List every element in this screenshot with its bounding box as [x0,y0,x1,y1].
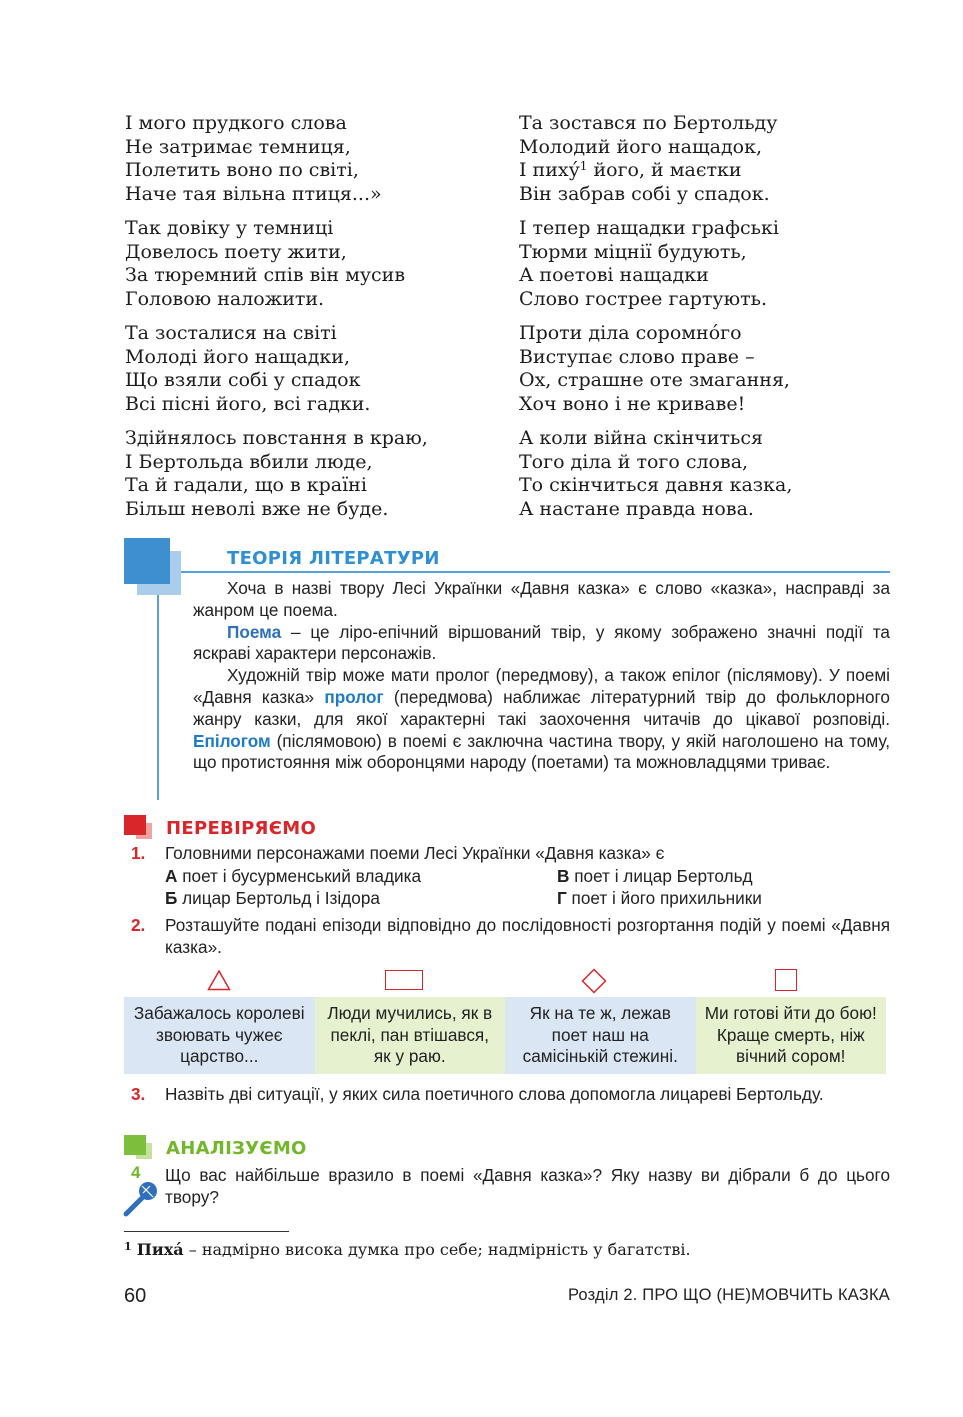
option-h[interactable] [557,888,762,910]
poem-line: Та й гадали, що в країні [125,474,367,496]
poem-line: Та зостався по Бертольду [519,112,778,134]
poem-line: Він забрав собі у спадок. [519,182,770,205]
poem-line: Всі пісні його, всі гадки. [125,392,371,415]
term-prolog: пролог [324,686,384,707]
option-b-text: лицар Бертольд і Ізідора [177,888,380,908]
term-epilog: Епілогом [193,730,271,751]
poem-stanza [519,217,792,311]
microphone-icon [122,1178,160,1218]
poem-line: За тюремний спів він мусив [125,264,406,286]
poem-line: Більш неволі вже не буде. [125,497,389,520]
poem-line: Так довіку у темниці [125,217,334,239]
poem-line: Ох, страшне оте змагання, [519,369,790,391]
theory-horizontal-line [181,571,890,573]
poem-stanza [125,427,428,521]
question-2-text: Розташуйте подані епізоди відповідно до послідовності розгортання подій у поемі «Давня казка». [165,915,890,957]
theory-vertical-line [157,595,159,800]
poem-line: Того діла й того слова, [519,450,749,473]
poem-stanza [519,427,792,521]
diamond-shape-icon [581,968,607,994]
option-b[interactable] [165,888,380,910]
term-poema: Поема [227,621,282,642]
question-3-number: 3. [131,1084,146,1104]
footnote-ref[interactable]: 1 [579,159,588,173]
poem-line: Не затримає темниця, [125,135,351,158]
option-v-letter: В [557,866,570,886]
poem-stanza [125,112,428,206]
poem-stanza [519,112,792,206]
option-a-letter: А [165,866,178,886]
question-4-number: 4 [131,1163,141,1182]
page-number: 60 [124,1285,147,1307]
episode-card-4[interactable]: Ми готові йти до бою! Краще смерть, ніж вічний сором! [696,997,887,1074]
question-4-text: Що вас найбільше вразило в поемі «Давня казка»? Яку назву ви дібрали б до цього твору? [165,1165,890,1207]
theory-paragraph-3-b: (передмова) наближає літературний твір до фольклорного жанру казки, для якої характерні такі заохочення читачів до цікавої розповіді. [193,686,890,729]
option-h-text: поет і його прихильники [566,888,762,908]
poem-line: А коли війна скінчиться [519,427,763,449]
running-title: Розділ 2. ПРО ЩО (НЕ)МОВЧИТЬ КАЗКА [567,1286,890,1304]
option-b-letter: Б [165,888,178,908]
poem-line: Проти діла соромно́го [519,322,742,344]
poem-line: Виступає слово праве – [519,345,755,368]
square-shape-icon [775,969,797,991]
option-a-text: поет і бусурменський владика [177,866,422,886]
theory-decor-square [124,538,170,584]
theory-paragraph-3-c: (післямовою) в поемі є заключна частина твору, у якій наголошено на тому, що протистояння між оборонцями народу (поетами) та можновладцями триває. [193,730,890,773]
poem-line: Молоді його нащадки, [125,345,351,368]
poem-line: Наче тая вільна птиця...» [125,182,382,205]
poem-line: І пиху́$^1$ його, й маєтки [519,159,742,181]
poem-stanza [125,322,428,416]
poem-left-column [125,112,428,532]
episode-card-1[interactable]: Забажалось королеві звоювать чужеє царство... [124,997,315,1074]
poem-line: Хоч воно і не криваве! [519,392,746,415]
poem-line: І тепер нащадки графські [519,217,779,239]
option-h-letter: Г [557,888,567,908]
poem-line: Полетить воно по світі, [125,159,359,181]
theory-title: ТЕОРІЯ ЛІТЕРАТУРИ [227,548,440,569]
poem-line: А поетові нащадки [519,264,709,286]
poem-line: Молодий його нащадок, [519,135,763,158]
analyze-title: АНАЛІЗУЄМО [166,1138,307,1159]
theory-paragraph-2-rest: – це ліро-епічний віршований твір, у якому зображено значні події та яскраві характери персонажів. [193,621,890,664]
poem-right-column [519,112,792,532]
analyze-decor-square [124,1135,146,1155]
poem-line: Довелось поету жити, [125,240,347,263]
theory-paragraph-2 [193,622,890,666]
footnote [124,1240,691,1259]
poem-line: І мого прудкого слова [125,112,347,134]
footnote-term: Пиха́ [136,1240,184,1259]
question-1-number: 1. [131,843,146,863]
poem-stanza [125,217,428,311]
question-3-text: Назвіть дві ситуації, у яких сила поетичного слова допомогла лицареві Бертольду. [165,1084,824,1104]
option-v[interactable] [557,866,753,888]
question-2-number: 2. [131,915,146,935]
poem-line: Та зосталися на світі [125,322,337,344]
poem-line: Головою наложити. [125,287,325,310]
poem-line: Слово гострее гартують. [519,287,768,310]
episodes-row [124,997,886,1074]
option-a[interactable] [165,866,421,888]
episode-card-2[interactable]: Люди мучились, як в пеклі, пан втішався, як у раю. [315,997,506,1074]
check-decor-square [124,815,146,835]
theory-text [193,578,890,774]
theory-paragraph-1: Хоча в назві твору Лесі Українки «Давня казка» є слово «казка», насправді за жанром це поема. [193,578,890,620]
theory-paragraph-3 [193,665,890,774]
episode-card-3[interactable]: Як на те ж, лежав поет наш на самісінькій стежині. [505,997,696,1074]
check-title: ПЕРЕВІРЯЄМО [166,818,317,839]
triangle-shape-icon [207,969,231,991]
poem-line: І Бертольда вбили люде, [125,450,373,473]
footnote-text: – надмірно висока думка про себе; надмірність у багатстві. [183,1240,691,1259]
poem-stanza [519,322,792,416]
option-v-text: поет і лицар Бертольд [569,866,753,886]
rectangle-shape-icon [385,970,423,990]
footnote-rule [124,1231,289,1232]
poem-line: Тюрми міцнії будують, [519,240,747,263]
question-1-text: Головними персонажами поеми Лесі Українки «Давня казка» є [165,843,665,863]
poem-line: Здійнялось повстання в краю, [125,427,428,449]
footnote-number: 1 [124,1240,132,1253]
theory-paragraph-3-a: Художній твір може мати пролог (передмову), а також епілог (післямову). У поемі «Давня казка» [193,665,890,707]
poem-line: А настане правда нова. [519,497,754,520]
poem-line: Що взяли собі у спадок [125,369,361,391]
poem-line: То скінчиться давня казка, [519,474,793,496]
